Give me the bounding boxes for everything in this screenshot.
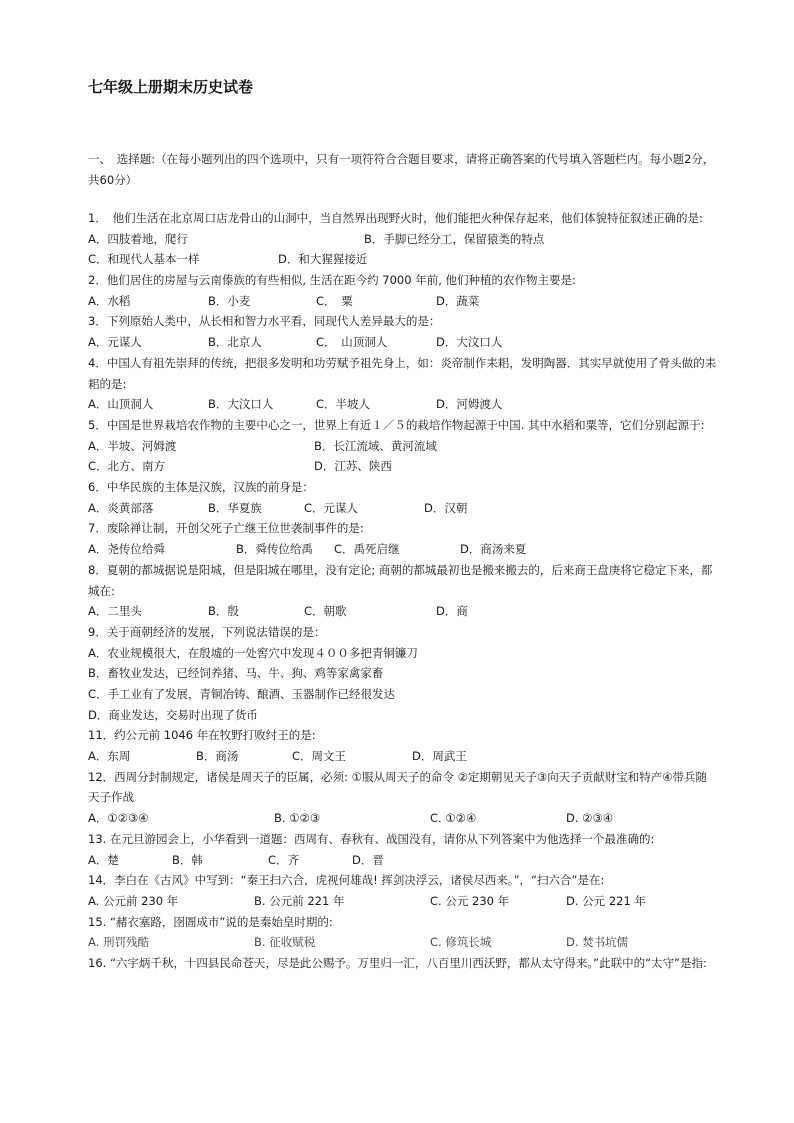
option-row	[88, 249, 718, 270]
answer-option[interactable]: D．江苏、陕西	[314, 459, 392, 474]
answer-option[interactable]: D．晋	[352, 852, 384, 867]
answer-option[interactable]: D．蔬菜	[436, 293, 480, 308]
answer-option[interactable]: A．农业规模很大，在殷墟的一处窖穴中发现４００多把青铜镰刀	[88, 645, 418, 660]
question-stem: 2．他们居住的房屋与云南傣族的有些相似, 生活在距今约 7000 年前, 他们种植的农作物主要是:	[88, 273, 576, 288]
question-list	[88, 208, 718, 974]
answer-option[interactable]: A．元谋人	[88, 335, 142, 350]
answer-option[interactable]: D．河姆渡人	[436, 397, 503, 412]
option-row	[88, 229, 718, 250]
answer-option[interactable]: B．商汤	[196, 749, 239, 764]
answer-option[interactable]: C．北方、南方	[88, 459, 166, 474]
answer-option[interactable]: A．水稻	[88, 293, 131, 308]
question-stem: 4．中国人有祖先崇拜的传统，把很多发明和功劳赋予祖先身上，如：炎帝制作耒耜，发明陶器．其实早就使用了骨头做的耒耜的是:	[88, 355, 717, 391]
answer-option[interactable]: A．东周	[88, 749, 131, 764]
option-row	[88, 332, 718, 353]
section-heading: 一、 选择题:（在每小题列出的四个选项中，只有一项符符合合题目要求，请将正确答案的代号填入答题栏内。每小题2分，共60分）	[88, 152, 715, 187]
option-row	[88, 932, 718, 953]
question-stem: 11．约公元前 1046 年在牧野打败纣王的是:	[88, 728, 316, 743]
option-row	[88, 684, 718, 705]
answer-option[interactable]: B．大汶口人	[208, 397, 274, 412]
answer-option[interactable]: B．华夏族	[208, 500, 262, 515]
answer-option[interactable]: B．北京人	[208, 335, 262, 350]
question-stem: 1． 他们生活在北京周口店龙骨山的山洞中，当自然界出现野火时，他们能把火种保存起来，他们体貌特征叙述正确的是:	[88, 211, 703, 225]
answer-option[interactable]: D. ②③④	[566, 811, 614, 826]
option-row	[88, 436, 718, 457]
answer-option[interactable]: D．汉朝	[424, 500, 468, 515]
answer-option[interactable]: C．齐	[268, 852, 300, 867]
exam-page	[84, 0, 720, 1042]
question-stem: 6．中华民族的主体是汉族，汉族的前身是：	[88, 480, 314, 495]
answer-option[interactable]: A．①②③④	[88, 811, 149, 826]
option-row	[88, 663, 718, 684]
question-stem: 16. “六宇炳千秋，十四县民命苍天，尽是此公赐予。万里归一汇，八百里川西沃野，都从太守得来。”此联中的“太守”是指:	[88, 956, 707, 971]
option-row	[88, 394, 718, 415]
answer-option[interactable]: B. 公元前 221 年	[254, 893, 345, 908]
answer-option[interactable]: C．周文王	[292, 749, 347, 764]
option-row	[88, 456, 718, 477]
answer-option[interactable]: A．山顶洞人	[88, 397, 154, 412]
option-row	[88, 291, 718, 312]
option-row	[88, 539, 718, 560]
question-stem: 3．下列原始人类中，从长相和智力水平看，同现代人差异最大的是：	[88, 314, 441, 329]
answer-option[interactable]: A. 刑罚残酷	[88, 935, 149, 950]
answer-option[interactable]: D．大汶口人	[436, 335, 503, 350]
answer-option[interactable]: B. ①②③	[274, 811, 321, 826]
answer-option[interactable]: A．半坡、河姆渡	[88, 438, 177, 453]
answer-option[interactable]: D．商汤来夏	[460, 542, 527, 557]
question-stem: 7．废除禅让制，开创父死子亡继王位世袭制事件的是:	[88, 521, 364, 536]
page-title: 七年级上册期末历史试卷	[88, 78, 254, 96]
answer-option[interactable]: D．商	[436, 604, 468, 619]
answer-option[interactable]: C. 修筑长城	[430, 935, 492, 950]
answer-option[interactable]: C．禹死启继	[334, 542, 400, 557]
answer-option[interactable]: C．和现代人基本一样	[88, 252, 200, 267]
answer-option[interactable]: C. 公元 230 年	[430, 893, 510, 908]
question-stem: 12．西周分封制规定，诸侯是周天子的臣属，必须: ①服从周天子的命令 ②定期朝见天子③向天子贡献财宝和特产④带兵随天子作战	[88, 769, 708, 805]
question-stem: 9．关于商朝经济的发展，下列说法错误的是：	[88, 624, 326, 639]
option-row	[88, 850, 718, 871]
answer-option[interactable]: B．小麦	[208, 293, 251, 308]
answer-option[interactable]: C．半坡人	[316, 397, 371, 412]
option-row	[88, 643, 718, 664]
answer-option[interactable]: B．手脚已经分工，保留猿类的特点	[364, 231, 545, 246]
answer-option[interactable]: A．四肢着地，爬行	[88, 231, 188, 246]
answer-option[interactable]: D. 公元 221 年	[566, 893, 646, 908]
answer-option[interactable]: B．殷	[208, 604, 239, 619]
answer-option[interactable]: B. 征收赋税	[254, 935, 316, 950]
answer-option[interactable]: B．韩	[172, 852, 203, 867]
answer-option[interactable]: D．和大猩猩接近	[278, 252, 368, 267]
answer-option[interactable]: C. ①②④	[430, 811, 477, 826]
question-stem: 14．李白在《古风》中写到：“秦王扫六合，虎视何雄哉! 挥剑决浮云，诸侯尽西来。”，“扫六合”是在:	[88, 873, 605, 888]
answer-option[interactable]: C．元谋人	[304, 500, 359, 515]
option-row	[88, 705, 718, 726]
answer-option[interactable]: A. 公元前 230 年	[88, 893, 179, 908]
answer-option[interactable]: A．二里头	[88, 604, 142, 619]
answer-option[interactable]: C．朝歌	[304, 604, 347, 619]
option-row	[88, 601, 718, 622]
answer-option[interactable]: B．畜牧业发达，已经饲养猪、马、牛、狗、鸡等家禽家畜	[88, 666, 384, 681]
answer-option[interactable]: A．楚	[88, 852, 119, 867]
option-row	[88, 746, 718, 767]
question-stem: 5．中国是世界栽培农作物的主要中心之一，世界上有近１／５的栽培作物起源于中国. 其中水稻和粟等，它们分别起源于:	[88, 417, 705, 432]
answer-option[interactable]: C． 粟	[316, 293, 353, 308]
answer-option[interactable]: D．商业发达，交易时出现了货币	[88, 707, 258, 722]
question-stem: 15. “赭衣塞路，囹圄成市”说的是秦始皇时期的:	[88, 914, 333, 929]
option-row	[88, 808, 718, 829]
option-row	[88, 498, 718, 519]
answer-option[interactable]: B．舜传位给禹	[236, 542, 313, 557]
answer-option[interactable]: C． 山顶洞人	[316, 335, 388, 350]
answer-option[interactable]: D. 焚书坑儒	[566, 935, 629, 950]
answer-option[interactable]: B．长江流域、黄河流域	[314, 438, 437, 453]
question-stem: 13. 在元旦游园会上，小华看到一道题：西周有、春秋有、战国没有，请你从下列答案中为他选择一个最准确的:	[88, 831, 655, 846]
answer-option[interactable]: C．手工业有了发展，青铜冶铸、酿酒、玉器制作已经很发达	[88, 686, 396, 701]
answer-option[interactable]: A．炎黄部落	[88, 500, 154, 515]
answer-option[interactable]: A．尧传位给舜	[88, 542, 165, 557]
answer-option[interactable]: D．周武王	[412, 749, 467, 764]
option-row	[88, 891, 718, 912]
question-stem: 8．夏朝的都城据说是阳城，但是阳城在哪里，没有定论; 商朝的都城最初也是搬来搬去的，后来商王盘庚将它稳定下来，都城在:	[88, 562, 713, 598]
